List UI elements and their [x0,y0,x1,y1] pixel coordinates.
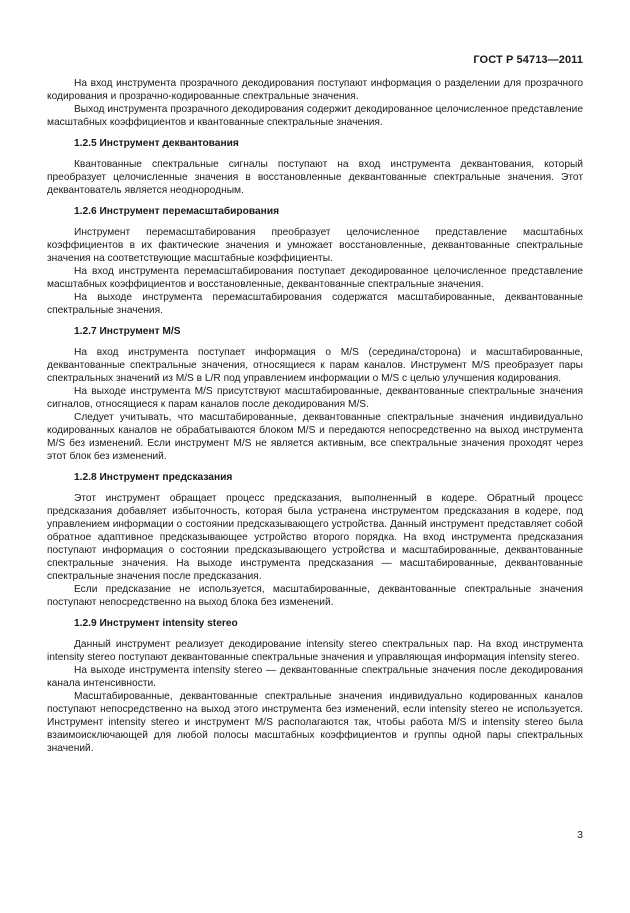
paragraph: Если предсказание не используется, масштабированные, деквантованные спектральные значения поступают непосредственно на выход блока без изменений. [47,584,583,608]
paragraph: Квантованные спектральные сигналы поступают на вход инструмента деквантования, который преобразует целочисленные значения в восстановленные деквантованные спектральные значения. Этот деквантователь является неоднородным. [47,159,583,196]
section-heading: 1.2.9 Инструмент intensity stereo [74,618,238,629]
document-id: ГОСТ Р 54713—2011 [473,54,583,66]
paragraph: На выходе инструмента M/S присутствуют масштабированные, деквантованные спектральные значения сигналов, относящиеся к парам каналов после декодирования M/S. [47,386,583,410]
section-heading: 1.2.8 Инструмент предсказания [74,472,233,483]
paragraph: На вход инструмента прозрачного декодирования поступают информация о разделении для прозрачного кодирования и прозрачно-кодированные спектральные значения. [47,78,583,102]
section-heading: 1.2.6 Инструмент перемасштабирования [74,206,280,217]
paragraph: Этот инструмент обращает процесс предсказания, выполненный в кодере. Обратный процесс предсказания добавляет избыточность, которая была устранена инструментом предсказания в кодере, под управлением информации о состоянии предсказывающего устройства. Данный инструмент представляет собой обратное адаптивное предсказывающее устройство второго порядка. На вход инструмента предсказания поступают информация о состоянии предсказывающего устройства и масштабированные, деквантованные спектральные значения. На выходе инструмента предсказания — масштабированные, деквантованные спектральные значения после предсказания. [47,493,583,582]
paragraph: На вход инструмента поступает информация о M/S (середина/сторона) и масштабированные, деквантованные спектральные значения, относящиеся к парам каналов. Инструмент M/S преобразует пары спектральных значений из M/S в L/R под управлением информации о M/S с целью улучшения кодирования. [47,347,583,384]
section-heading: 1.2.5 Инструмент деквантования [74,138,239,149]
paragraph: Выход инструмента прозрачного декодирования содержит декодированное целочисленное представление масштабных коэффициентов и квантованные спектральные значения. [47,104,583,128]
paragraph: На выходе инструмента перемасштабирования содержатся масштабированные, деквантованные спектральные значения. [47,292,583,316]
document-body [47,77,583,755]
section-heading: 1.2.7 Инструмент M/S [74,326,181,337]
paragraph: Следует учитывать, что масштабированные, деквантованные спектральные значения индивидуально кодированных каналов не обрабатываются блоком M/S и передаются непосредственно на выход инструмента M/S без изменений. Если инструмент M/S не является активным, все спектральные значения проходят через этот блок без изменений. [47,412,583,462]
paragraph: Данный инструмент реализует декодирование intensity stereo спектральных пар. На вход инструмента intensity stereo поступают деквантованные спектральные значения и управляющая информация intensity stereo. [47,639,583,663]
paragraph: На вход инструмента перемасштабирования поступает декодированное целочисленное представление масштабных коэффициентов и восстановленные, деквантованные спектральные значения. [47,266,583,290]
paragraph: Инструмент перемасштабирования преобразует целочисленное представление масштабных коэффициентов в их фактические значения и умножает восстановленные, деквантованные спектральные значения на соответствующие масштабные коэффициенты. [47,227,583,264]
paragraph: Масштабированные, деквантованные спектральные значения индивидуально кодированных каналов поступают непосредственно на выход этого инструмента без изменений, если intensity stereo не используется. Инструмент intensity stereo и инструмент M/S располагаются так, чтобы работа M/S и intensity stereo была взаимоисключающей для любой полосы масштабных коэффициентов и группы одной пары спектральных значений. [47,691,583,754]
paragraph: На выходе инструмента intensity stereo — деквантованные спектральные значения после декодирования канала интенсивности. [47,665,583,689]
page-number: 3 [577,829,583,841]
